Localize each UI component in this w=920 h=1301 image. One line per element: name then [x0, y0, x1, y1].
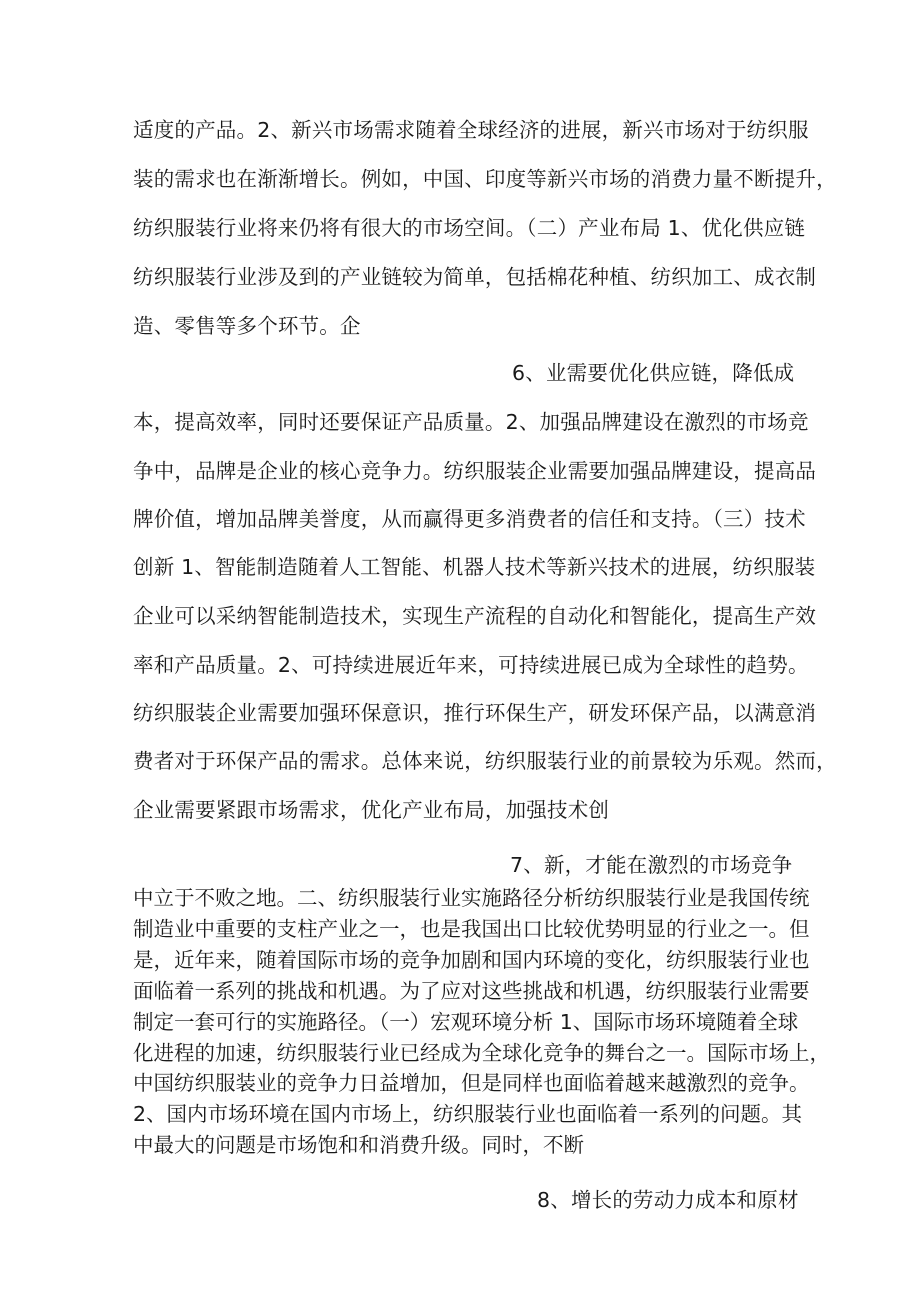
text-line: 企业可以采纳智能制造技术，实现生产流程的自动化和智能化，提高生产效	[133, 604, 817, 628]
text-line: 纺织服装行业将来仍将有很大的市场空间。（二）产业布局 1、优化供应链	[133, 216, 806, 240]
text-line: 争中，品牌是企业的核心竞争力。纺织服装企业需要加强品牌建设，提高品	[133, 459, 817, 483]
text-line: 造、零售等多个环节。企	[133, 314, 361, 338]
text-line: 费者对于环保产品的需求。总体来说，纺织服装行业的前景较为乐观。然而，	[133, 749, 837, 773]
text-line: 创新 1、智能制造随着人工智能、机器人技术等新兴技术的进展，纺织服装	[133, 555, 816, 579]
section-number-line: 8、增长的劳动力成本和原材	[537, 1188, 799, 1212]
text-line: 是，近年来，随着国际市场的竞争加剧和国内环境的变化，纺织服装行业也	[133, 948, 810, 972]
text-line: 纺织服装行业涉及到的产业链较为简单，包括棉花种植、纺织加工、成衣制	[133, 265, 817, 289]
text-line: 牌价值，增加品牌美誉度，从而赢得更多消费者的信任和支持。（三）技术	[133, 507, 806, 531]
text-line: 企业需要紧跟市场需求，优化产业布局，加强技术创	[133, 798, 610, 822]
section-number-line: 7、新，才能在激烈的市场竞争	[510, 853, 793, 877]
text-line: 率和产品质量。2、可持续进展近年来，可持续进展已成为全球性的趋势。	[133, 653, 809, 677]
text-line: 制造业中重要的支柱产业之一，也是我国出口比较优势明显的行业之一。但	[133, 917, 810, 941]
text-line: 装的需求也在渐渐增长。例如，中国、印度等新兴市场的消费力量不断提升，	[133, 167, 837, 191]
text-line: 适度的产品。2、新兴市场需求随着全球经济的进展，新兴市场对于纺织服	[133, 118, 809, 142]
text-line: 2、国内市场环境在国内市场上，纺织服装行业也面临着一系列的问题。其	[133, 1102, 803, 1126]
text-line: 面临着一系列的挑战和机遇。为了应对这些挑战和机遇，纺织服装行业需要	[133, 979, 810, 1003]
text-line: 纺织服装企业需要加强环保意识，推行环保生产，研发环保产品，以满意消	[133, 701, 817, 725]
section-number-line: 6、业需要优化供应链，降低成	[512, 361, 795, 385]
text-line: 中最大的问题是市场饱和和消费升级。同时，不断	[133, 1133, 584, 1157]
text-line: 本，提高效率，同时还要保证产品质量。2、加强品牌建设在激烈的市场竞	[133, 410, 809, 434]
text-line: 中国纺织服装业的竞争力日益增加，但是同样也面临着越来越激烈的竞争。	[133, 1071, 810, 1095]
text-line: 中立于不败之地。二、纺织服装行业实施路径分析纺织服装行业是我国传统	[133, 886, 810, 910]
text-line: 制定一套可行的实施路径。（一）宏观环境分析 1、国际市场环境随着全球	[133, 1010, 799, 1034]
text-line: 化进程的加速，纺织服装行业已经成为全球化竞争的舞台之一。国际市场上，	[133, 1041, 830, 1065]
